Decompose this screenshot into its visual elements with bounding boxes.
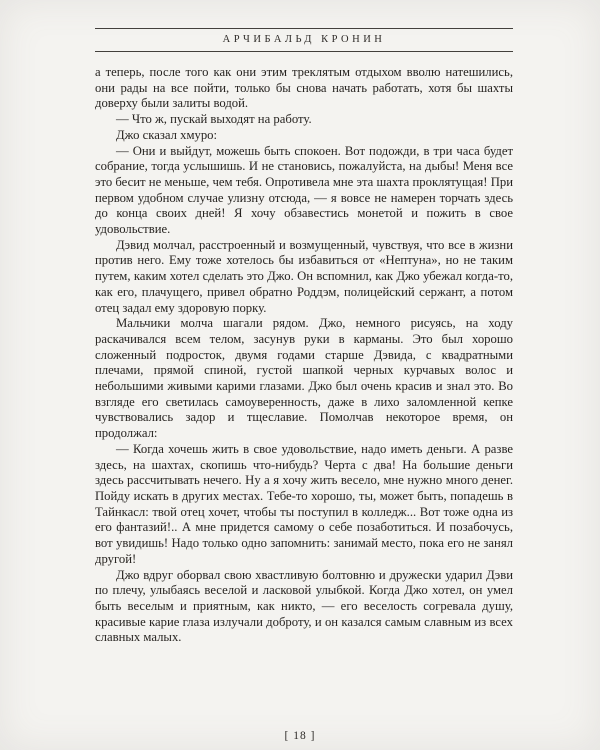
paragraph: — Они и выйдут, можешь быть спокоен. Вот подожди, в три часа будет собрание, тогда услышишь. И не становись, пожалуйста, на дыбы! Меня все это бесит не меньше, чем тебя. Опротивела мне эта шахта проклятущая! При первом удобном случае улизну отсюда, — я вовсе не намерен торчать здесь до конца своих дней! Я хочу обзавестись монетой и пожить в свое удовольствие. bbox=[95, 143, 513, 237]
page-footer bbox=[0, 726, 600, 744]
text-column bbox=[95, 28, 513, 646]
author-heading: АРЧИБАЛЬД КРОНИН bbox=[222, 34, 386, 45]
paragraph: Джо вдруг оборвал свою хвастливую болтовню и дружески ударил Дэви по плечу, улыбаясь веселой и ласковой улыбкой. Когда Джо хотел, он умел быть веселым и приятным, как никто, — его веселость согревала душу, красивые карие глаза излучали доброту, и он казался самым славным из всех славных малых. bbox=[95, 567, 513, 645]
header-rule-bottom bbox=[95, 51, 513, 52]
paragraph: а теперь, после того как они этим треклятым отдыхом вволю натешились, они рады на все пойти, только бы снова начать работать, хотя бы шахты доверху были залиты водой. bbox=[95, 65, 513, 111]
paragraph: Мальчики молча шагали рядом. Джо, немного рисуясь, на ходу раскачивался всем телом, засунув руки в карманы. Это был хорошо сложенный подросток, двумя годами старше Дэвида, с квадратными плечами, прямой спиной, густой шапкой черных курчавых волос и небольшими живыми карими глазами. Джо был очень красив и знал это. Во взгляде его светилась самоуверенность, даже в лихо заломленной кепке чувствовались задор и тщеславие. Помолчав некоторое время, он продолжал: bbox=[95, 316, 513, 441]
paragraph: Дэвид молчал, расстроенный и возмущенный, чувствуя, что все в жизни против него. Ему тоже хотелось бы избавиться от «Нептуна», но не таким путем, каким хотел сделать это Джо. Он вспомнил, как Джо убежал когда-то, как его, плачущего, привел обратно Роддэм, полицейский сержант, а потом отец задал ему здоровую порку. bbox=[95, 237, 513, 315]
page-header bbox=[95, 28, 513, 52]
paragraph: — Что ж, пускай выходят на работу. bbox=[116, 112, 312, 127]
page-body bbox=[95, 65, 513, 646]
paragraph: Джо сказал хмуро: bbox=[116, 127, 218, 142]
paragraph: — Когда хочешь жить в свое удовольствие, надо иметь деньги. А разве здесь, на шахтах, скопишь что-нибудь? Черта с два! На большие деньги здесь рассчитывать нечего. Ну а я хочу жить весело, мне нужно много денег. Пойду искать в других местах. Тебе-то хорошо, ты, может быть, попадешь в Тайнкасл: твой отец хочет, чтобы ты поступил в колледж... Вот тоже одна из его фантазий!.. А мне придется самому о себе позаботиться. И позабочусь, вот увидишь! Надо только одно запомнить: занимай место, пока его не занял другой! bbox=[95, 441, 513, 566]
page-number: [ 18 ] bbox=[284, 730, 316, 742]
